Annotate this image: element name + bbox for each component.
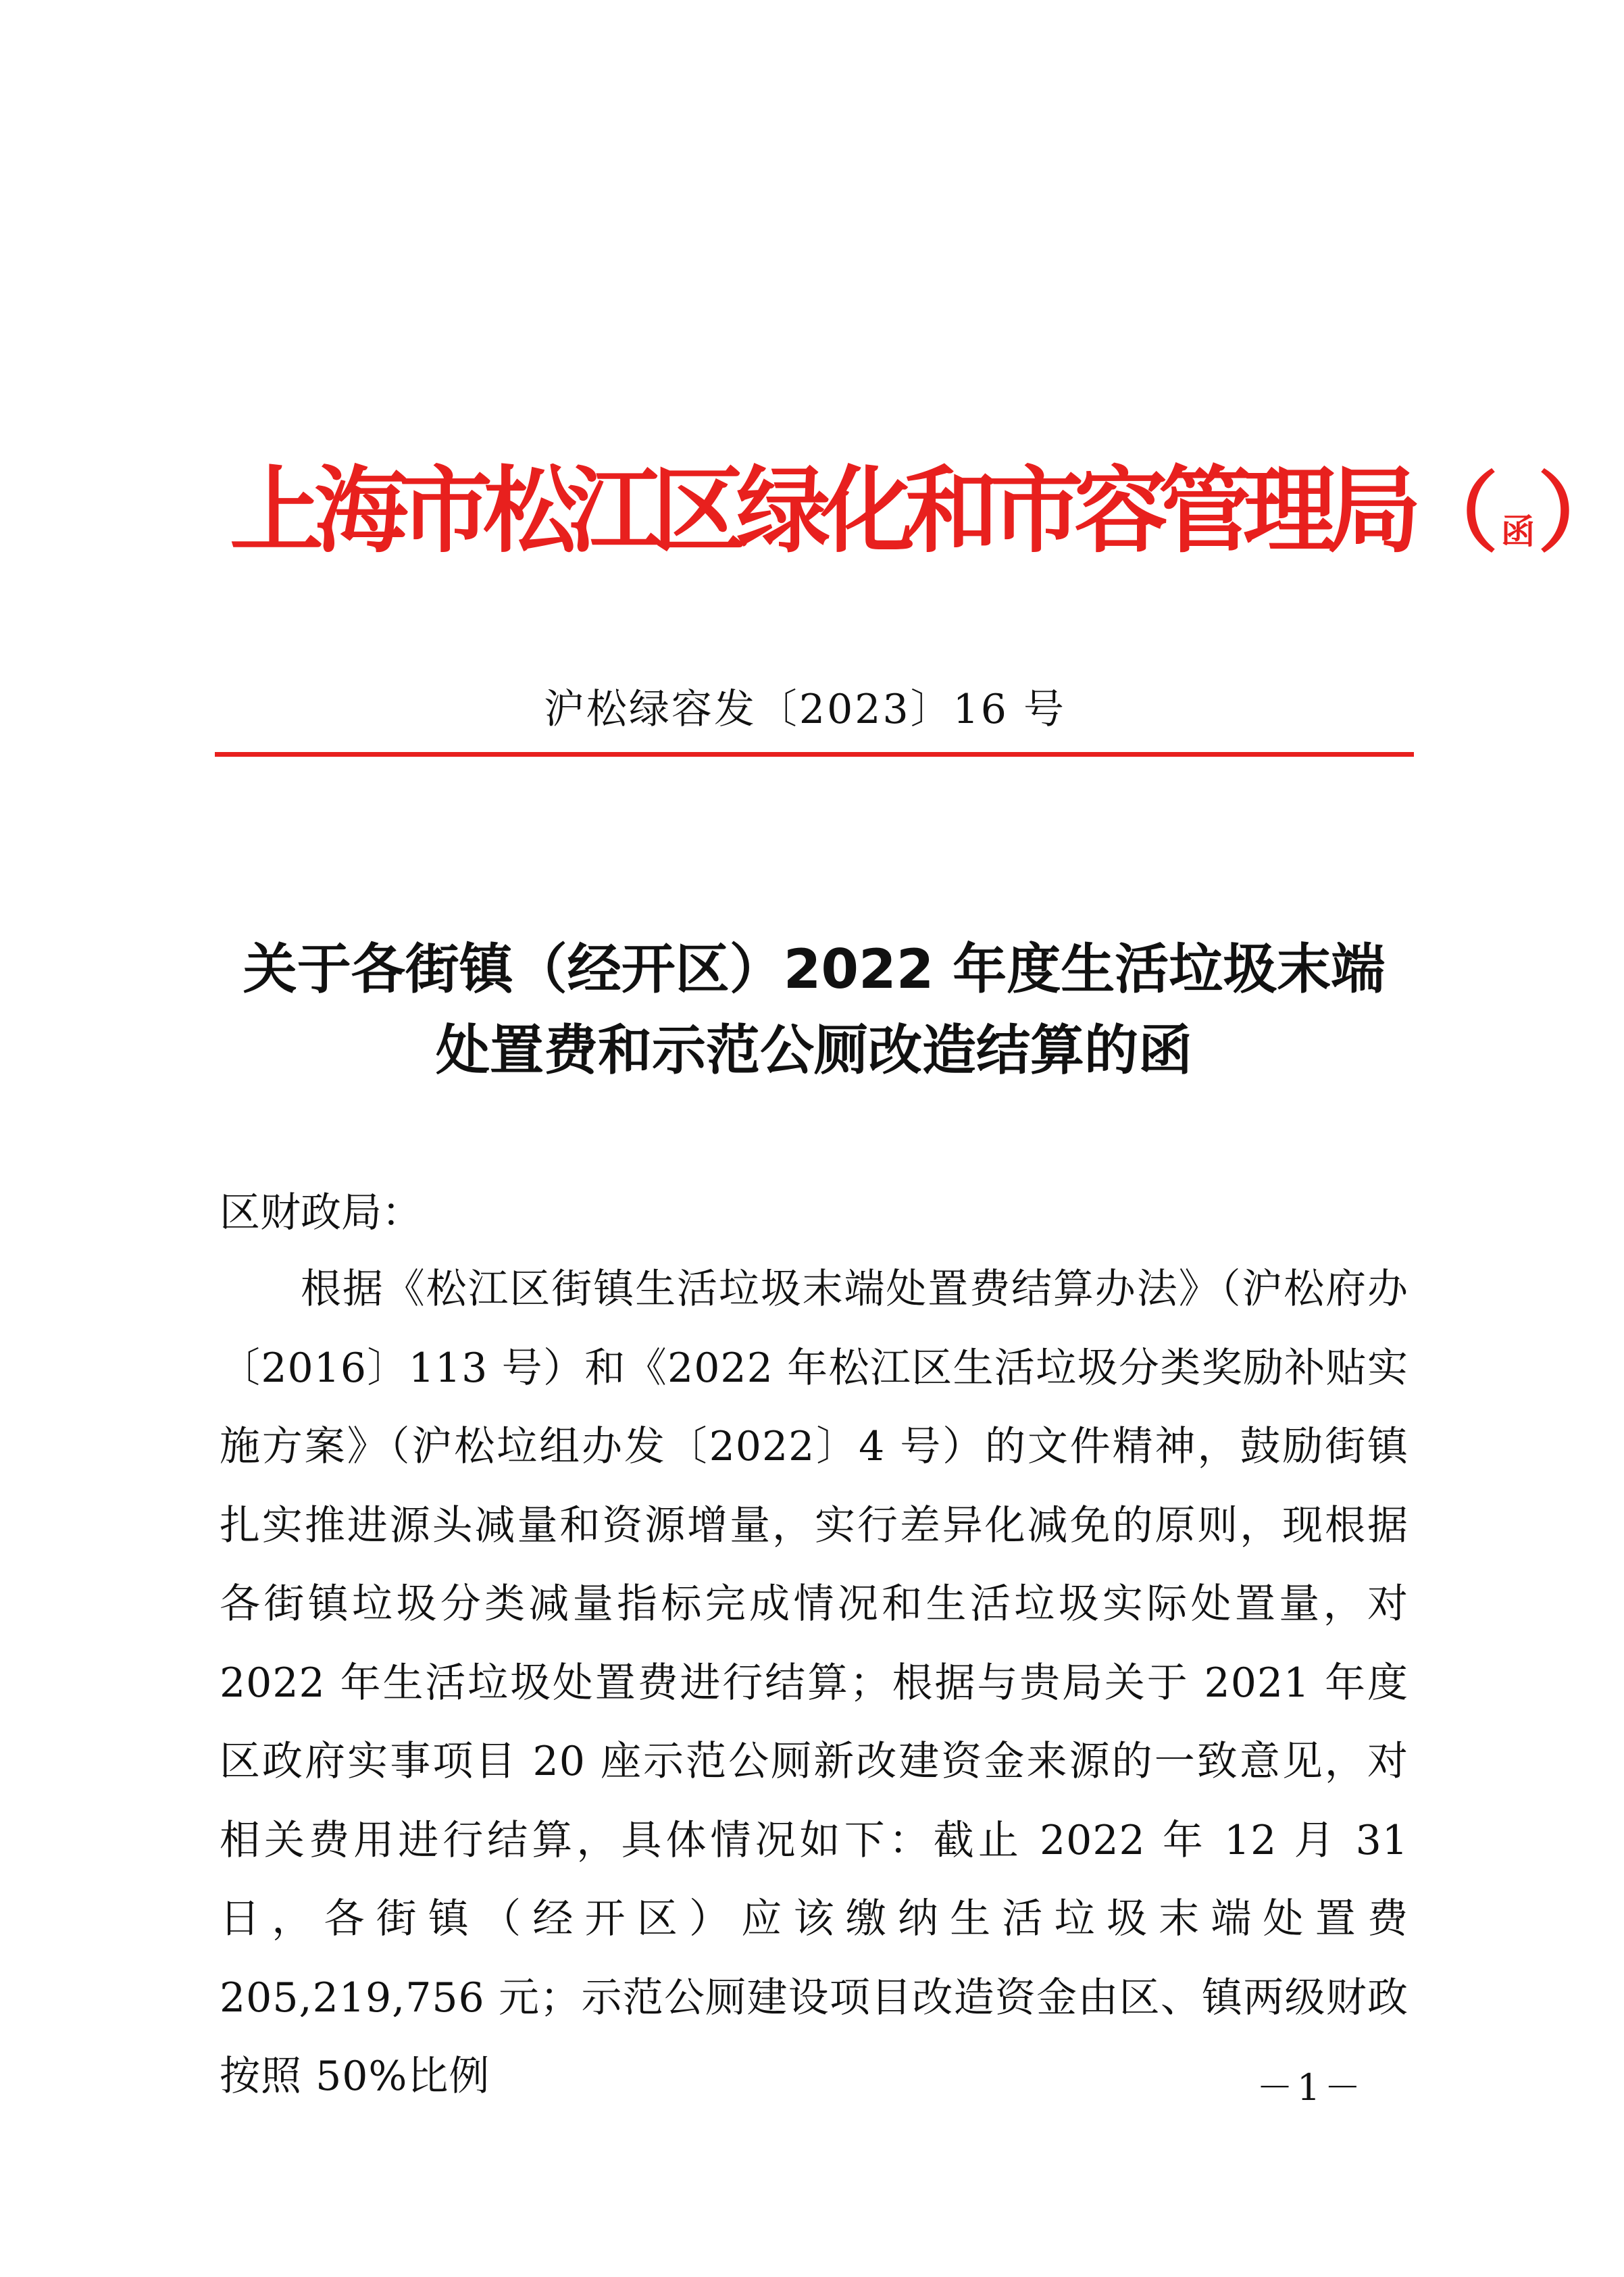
letterhead (230, 443, 1624, 578)
letterhead-doc-type: 函 (1501, 511, 1536, 551)
letterhead-open-paren: （ (1412, 463, 1499, 564)
salutation: 区财政局： (220, 1189, 422, 1236)
red-divider-line (215, 752, 1414, 757)
document-number: 沪松绿容发〔2023〕16 号 (543, 686, 1067, 733)
document-title-line-2: 处置费和示范公厕改造结算的函 (436, 1019, 1192, 1082)
document-title (203, 929, 1425, 1091)
letterhead-close-paren: ） (1538, 463, 1624, 564)
letterhead-org-name: 上海市松江区绿化和市容管理局 (230, 455, 1412, 566)
document-title-line-1: 关于各街镇（经开区）2022 年度生活垃圾末端 (243, 938, 1386, 1001)
body-paragraph: 根据《松江区街镇生活垃圾末端处置费结算办法》（沪松府办〔2016〕113 号）和《2022 年松江区生活垃圾分类奖励补贴实施方案》（沪松垃组办发〔2022〕4 号）的文件精神，鼓励街镇扎实推进源头减量和资源增量，实行差异化减免的原则，现根据各街镇垃圾分类减量指标完成情况和生活垃圾实际处置量，对 2022 年生活垃圾处置费进行结算；根据与贵局关于 2021 年度区政府实事项目 20 座示范公厕新改建资金来源的一致意见，对相关费用进行结算，具体情况如下：截止 2022 年 12 月 31 日，各街镇（经开区）应该缴纳生活垃圾末端处置费 205,219,756 元；示范公厕建设项目改造资金由区、镇两级财政按照 50%比例 (220, 1266, 1409, 2100)
page-number: －1－ (1257, 2066, 1365, 2109)
